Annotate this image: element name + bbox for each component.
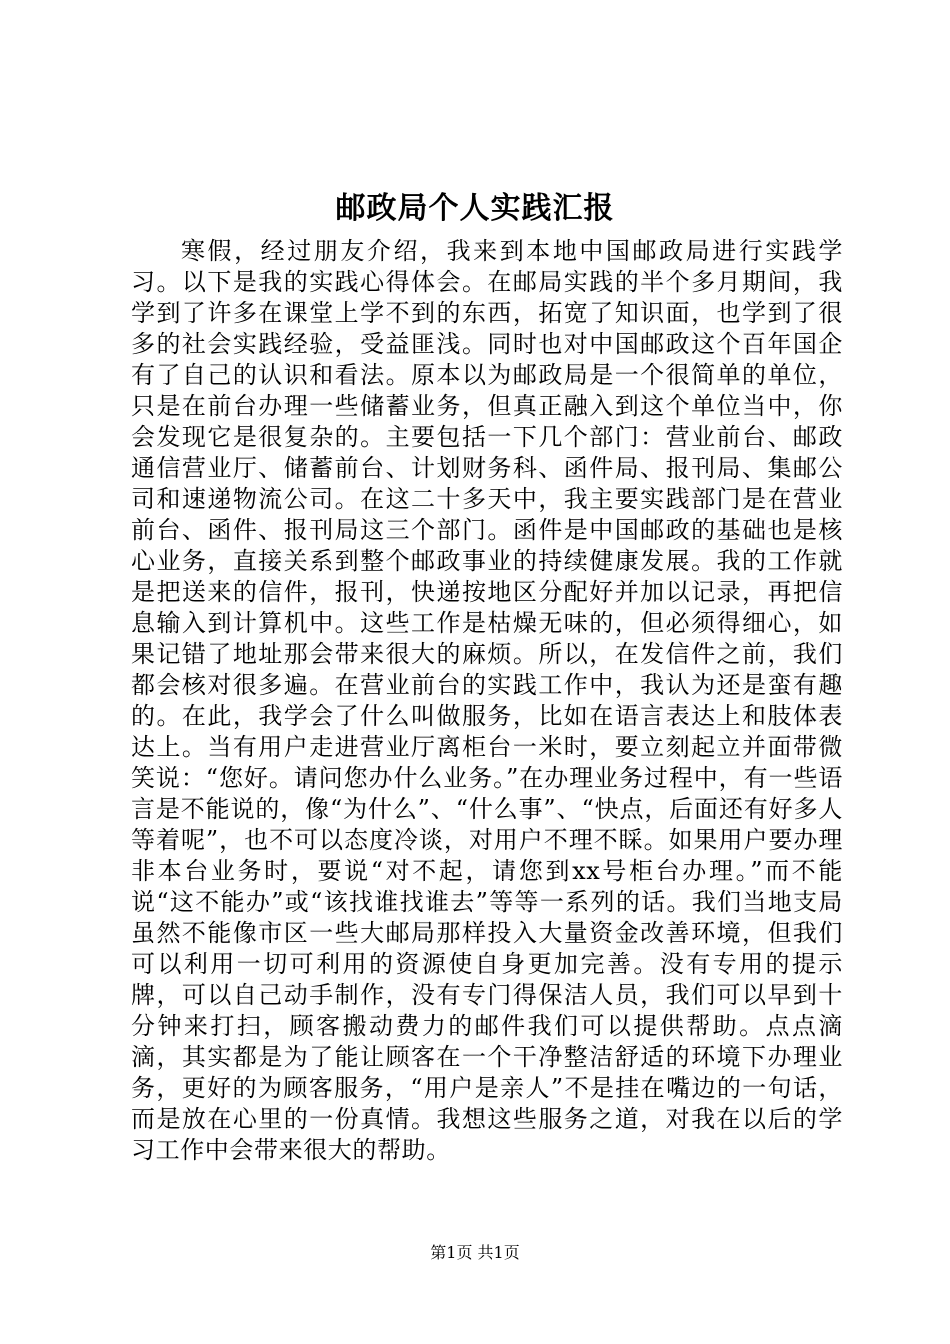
document-paragraph: 寒假，经过朋友介绍，我来到本地中国邮政局进行实践学习。以下是我的实践心得体会。在邮局实践的半个多月期间，我学到了许多在课堂上学不到的东西，拓宽了知识面，也学到了很多的社会实践经验，受益匪浅。同时也对中国邮政这个百年国企有了自己的认识和看法。原本以为邮政局是一个很简单的单位，只是在前台办理一些储蓄业务，但真正融入到这个单位当中，你会发现它是很复杂的。主要包括一下几个部门：营业前台、邮政通信营业厅、储蓄前台、计划财务科、函件局、报刊局、集邮公司和速递物流公司。在这二十多天中，我主要实践部门是在营业前台、函件、报刊局这三个部门。函件是中国邮政的基础也是核心业务，直接关系到整个邮政事业的持续健康发展。我的工作就是把送来的信件，报刊，快递按地区分配好并加以记录，再把信息输入到计算机中。这些工作是枯燥无味的，但必须得细心，如果记错了地址那会带来很大的麻烦。所以，在发信件之前，我们都会核对很多遍。在营业前台的实践工作中，我认为还是蛮有趣的。在此，我学会了什么叫做服务，比如在语言表达上和肢体表达上。当有用户走进营业厅离柜台一米时，要立刻起立并面带微笑说：“您好。请问您办什么业务。”在办理业务过程中，有一些语言是不能说的，像“为什么”、“什么事”、“快点，后面还有好多人等着呢”，也不可以态度冷谈，对用户不理不睬。如果用户要办理非本台业务时，要说“对不起，请您到xx号柜台办理。”而不能说“这不能办”或“该找谁找谁去”等等一系列的话。我们当地支局虽然不能像市区一些大邮局那样投入大量资金改善环境，但我们可以利用一切可利用的资源使自身更加完善。没有专用的提示牌，可以自己动手制作，没有专门得保洁人员，我们可以早到十分钟来打扫，顾客搬动费力的邮件我们可以提供帮助。点点滴滴，其实都是为了能让顾客在一个干净整洁舒适的环境下办理业务，更好的为顾客服务，“用户是亲人”不是挂在嘴边的一句话，而是放在心里的一份真情。我想这些服务之道，对我在以后的学习工作中会带来很大的帮助。 xyxy=(131,237,843,1164)
document-title: 邮政局个人实践汇报 xyxy=(335,191,615,226)
page-footer: 第1页 共1页 xyxy=(430,1243,520,1262)
